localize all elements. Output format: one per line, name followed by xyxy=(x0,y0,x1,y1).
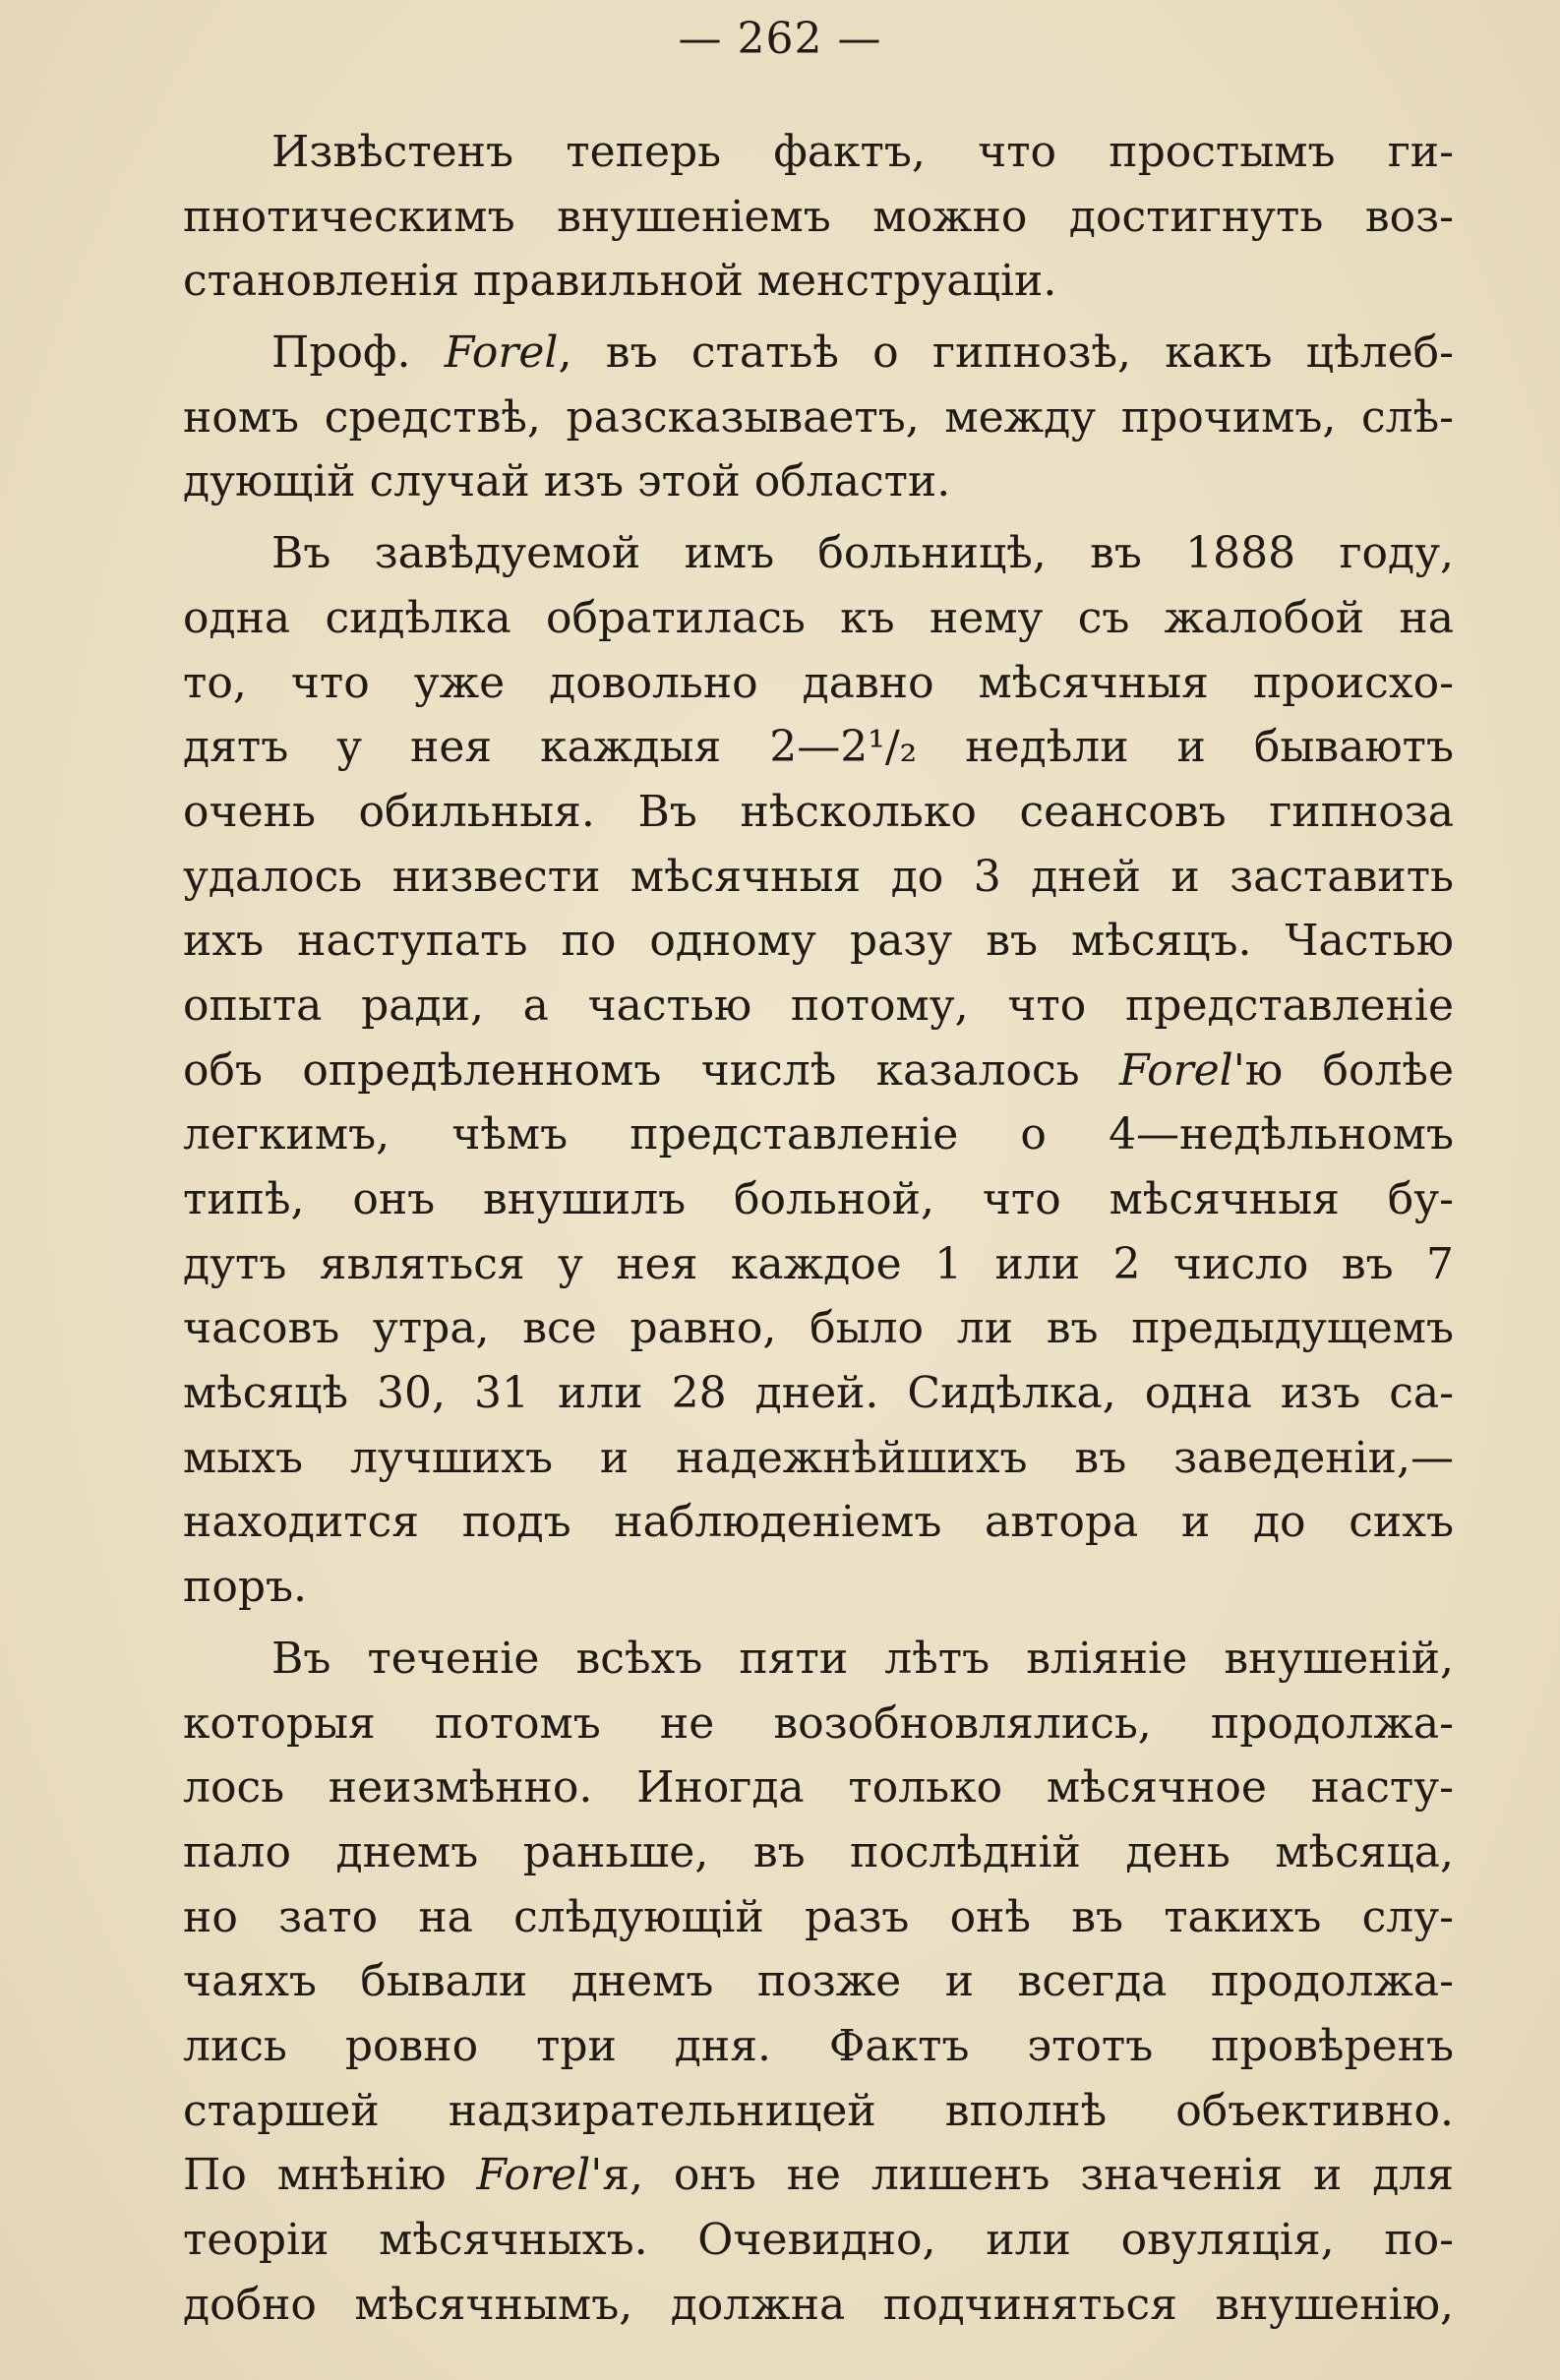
text-line: ихъ наступать по одному разу въ мѣсяцъ. Частью xyxy=(183,916,1454,967)
text-line: лось неизмѣнно. Иногда только мѣсячное насту- xyxy=(183,1762,1454,1814)
text-line: теоріи мѣсячныхъ. Очевидно, или овуляція, по- xyxy=(183,2215,1454,2265)
text-line: одна сидѣлка обратилась къ нему съ жалобой на xyxy=(183,592,1454,643)
text-line: опыта ради, а частью потому, что представленіе xyxy=(183,980,1454,1031)
text-line: Проф. Forel, въ статьѣ о гипнозѣ, какъ цѣлеб- xyxy=(271,327,1454,379)
text-line: Извѣстенъ теперь фактъ, что простымъ ги- xyxy=(271,127,1454,177)
text-line: чаяхъ бывали днемъ позже и всегда продолжа- xyxy=(183,1956,1454,2007)
paragraph xyxy=(183,120,1454,314)
text-line: объ опредѣленномъ числѣ казалось Forel'ю болѣе xyxy=(183,1044,1454,1096)
page-number: — 262 — xyxy=(678,14,882,64)
text-line: мѣсяцѣ 30, 31 или 28 дней. Сидѣлка, одна изъ са- xyxy=(183,1368,1454,1419)
text-line: Въ завѣдуемой имъ больницѣ, въ 1888 году, xyxy=(271,528,1454,579)
text-line: то, что уже довольно давно мѣсячныя происхо- xyxy=(183,657,1454,708)
text-line: пнотическимъ внушеніемъ можно достигнуть воз- xyxy=(183,191,1454,242)
text-line: поръ. xyxy=(183,1562,307,1613)
text-line: номъ средствѣ, разсказываетъ, между прочимъ, слѣ- xyxy=(183,391,1454,443)
text-line: находится подъ наблюденіемъ автора и до сихъ xyxy=(183,1497,1454,1548)
text-line: Въ теченіе всѣхъ пяти лѣтъ вліяніе внушеній, xyxy=(271,1633,1454,1684)
text-line: удалось низвести мѣсячныя до 3 дней и заставить xyxy=(183,851,1454,902)
text-line: лись ровно три дня. Фактъ этотъ провѣренъ xyxy=(183,2020,1454,2071)
text-line: типѣ, онъ внушилъ больной, что мѣсячныя бу- xyxy=(183,1174,1454,1224)
text-line: пало днемъ раньше, въ послѣдній день мѣсяца, xyxy=(183,1826,1454,1877)
text-line: добно мѣсячнымъ, должна подчиняться внушенію, xyxy=(183,2279,1454,2330)
text-line: старшей надзирательницей вполнѣ объективно. xyxy=(183,2085,1454,2136)
paragraph xyxy=(183,521,1454,1620)
text-line: становленія правильной менструаціи. xyxy=(183,256,1057,307)
text-line: но зато на слѣдующій разъ онѣ въ такихъ слу- xyxy=(183,1891,1454,1942)
text-line: По мнѣнію Forel'я, онъ не лишенъ значенія и для xyxy=(183,2150,1454,2201)
text-line: мыхъ лучшихъ и надежнѣйшихъ въ заведеніи,— xyxy=(183,1432,1454,1483)
text-line: дующій случай изъ этой области. xyxy=(183,456,951,507)
text-line: дутъ являться у нея каждое 1 или 2 число въ 7 xyxy=(183,1238,1454,1289)
text-line: часовъ утра, все равно, было ли въ предыдущемъ xyxy=(183,1303,1454,1354)
text-body xyxy=(183,120,1454,2337)
text-line: очень обильныя. Въ нѣсколько сеансовъ гипноза xyxy=(183,786,1454,837)
text-line: которыя потомъ не возобновлялись, продолжа- xyxy=(183,1697,1454,1749)
paragraph xyxy=(183,1627,1454,2338)
text-line: дятъ у нея каждыя 2—2¹/₂ недѣли и бываютъ xyxy=(183,722,1454,773)
text-line: легкимъ, чѣмъ представленіе о 4—недѣльномъ xyxy=(183,1109,1454,1160)
paragraph xyxy=(183,321,1454,514)
